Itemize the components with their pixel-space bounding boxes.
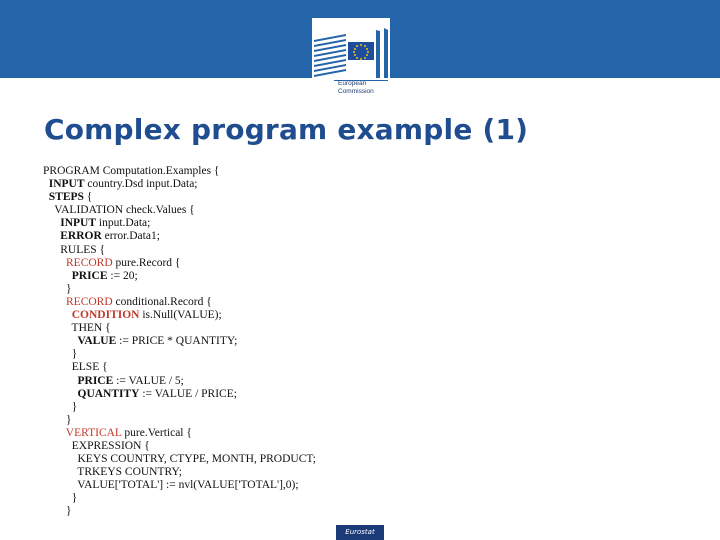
code-line: QUANTITY := VALUE / PRICE; [77, 387, 237, 400]
code-line: INPUT input.Data; [60, 217, 151, 230]
code-line: } [66, 413, 72, 426]
code-line: PROGRAM Computation.Examples { [43, 165, 220, 177]
code-line: } [71, 400, 78, 413]
eurostat-badge: Eurostat [336, 525, 384, 540]
code-line: } [71, 492, 78, 505]
code-line: VALUE['TOTAL'] := nvl(VALUE['TOTAL'],0); [77, 479, 299, 492]
code-line: INPUT country.Dsd input.Data; [48, 178, 198, 191]
code-line: VALUE := PRICE * QUANTITY; [77, 335, 238, 348]
code-line: RECORD conditional.Record { [66, 295, 212, 308]
org-line-2: Commission [338, 88, 374, 95]
code-line: ELSE { [71, 361, 108, 374]
code-line: VALIDATION check.Values { [54, 204, 195, 217]
code-line: } [66, 505, 72, 518]
code-line: TRKEYS COUNTRY; [77, 466, 182, 479]
code-line: EXPRESSION { [71, 439, 150, 452]
org-line-1: European [338, 80, 367, 87]
code-block [43, 165, 316, 519]
code-line: RECORD pure.Record { [66, 256, 181, 269]
org-label [338, 80, 398, 96]
code-line: ERROR error.Data1; [60, 230, 160, 243]
code-line: RULES { [60, 243, 106, 256]
code-line: CONDITION is.Null(VALUE); [71, 309, 222, 322]
code-line: } [66, 282, 72, 295]
slide-title: Complex program example (1) [44, 113, 529, 146]
code-line: STEPS { [48, 191, 93, 204]
code-line: KEYS COUNTRY, CTYPE, MONTH, PRODUCT; [77, 453, 316, 466]
commission-building-icon [312, 18, 390, 80]
code-line: PRICE := 20; [71, 269, 138, 282]
code-line: } [71, 348, 78, 361]
code-line: THEN { [71, 322, 111, 335]
code-line: VERTICAL pure.Vertical { [65, 426, 192, 439]
code-line: PRICE := VALUE / 5; [77, 374, 184, 387]
